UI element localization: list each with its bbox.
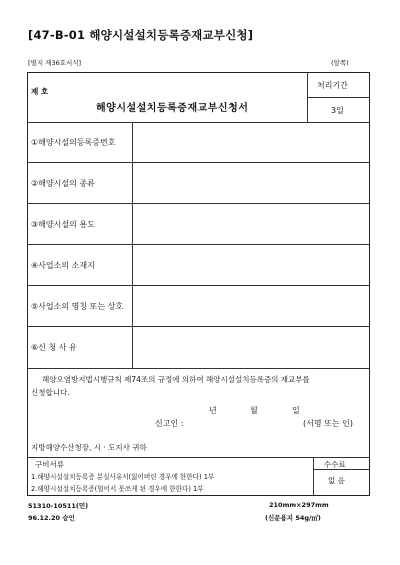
row-line-1 [28,162,369,163]
application-form [27,72,370,496]
fee-value: 없 음 [328,476,345,485]
document-title: [47-B-01 해양시설설치등록증재교부신청] [28,28,254,42]
row-line-4 [28,285,369,286]
attachment-item-2: 2.해양시설설치등록증(헐어서 못쓰게 된 경우에 한한다) 1부 [31,485,204,493]
attachments-top-line [28,457,369,458]
addressee: 지방해양수산청장, 시 · 도지사 귀하 [31,443,147,452]
signature-or-seal-label: (서명 또는 인) [303,419,353,428]
field-label-facility-use: ③해양시설의 용도 [31,220,95,229]
field-column-divider [132,122,133,368]
paper-side-label: (앞쪽) [331,59,349,67]
attachments-header: 구비서류 [35,460,64,469]
applicant-label: 신고인 : [155,419,184,428]
fee-label: 수수료 [324,460,346,469]
processing-period-label: 처리기간 [317,81,348,90]
field-label-reason: ⑥신 청 사 유 [31,343,77,352]
form-title: 해양시설설치등록증재교부신청서 [96,103,249,114]
field-label-facility-type: ②해양시설의 종류 [31,179,95,188]
attachment-item-1: 1.해양시설설치등록증 분실사유서(잃어버린 경우에 한한다) 1부 [31,473,215,481]
form-number: [별지 제36호서식] [28,59,82,67]
field-label-registration-number: ①해양시설의등록증번호 [31,138,116,147]
row-line-5 [28,326,369,327]
statement-line-1: 해양오염방지법시행규칙 제74조의 규정에 의하여 해양시설설치등록증의 재교부를 [42,375,310,384]
processing-period-value: 3일 [331,106,344,115]
approval-date: 96.12.20 승인 [28,514,75,522]
statement-line-2: 신청합니다. [31,388,70,397]
row-line-2 [28,203,369,204]
month-label: 월 [250,406,258,415]
paper-size: 210mm×297mm [269,501,329,509]
field-label-office-name: ⑤사업소의 명칭 또는 상호 [31,302,124,311]
form-code: 51310-10511(민) [28,502,89,510]
field-label-office-location: ④사업소의 소재지 [31,261,95,270]
row-line-3 [28,244,369,245]
reception-number-label: 제 호 [31,87,49,96]
year-label: 년 [209,406,217,415]
paper-type: (신문용지 54g/㎡) [265,514,321,522]
period-divider [307,97,370,98]
row-line-6 [28,368,369,369]
day-label: 일 [292,406,300,415]
header-bottom-line [28,122,369,123]
fee-divider [313,457,314,495]
